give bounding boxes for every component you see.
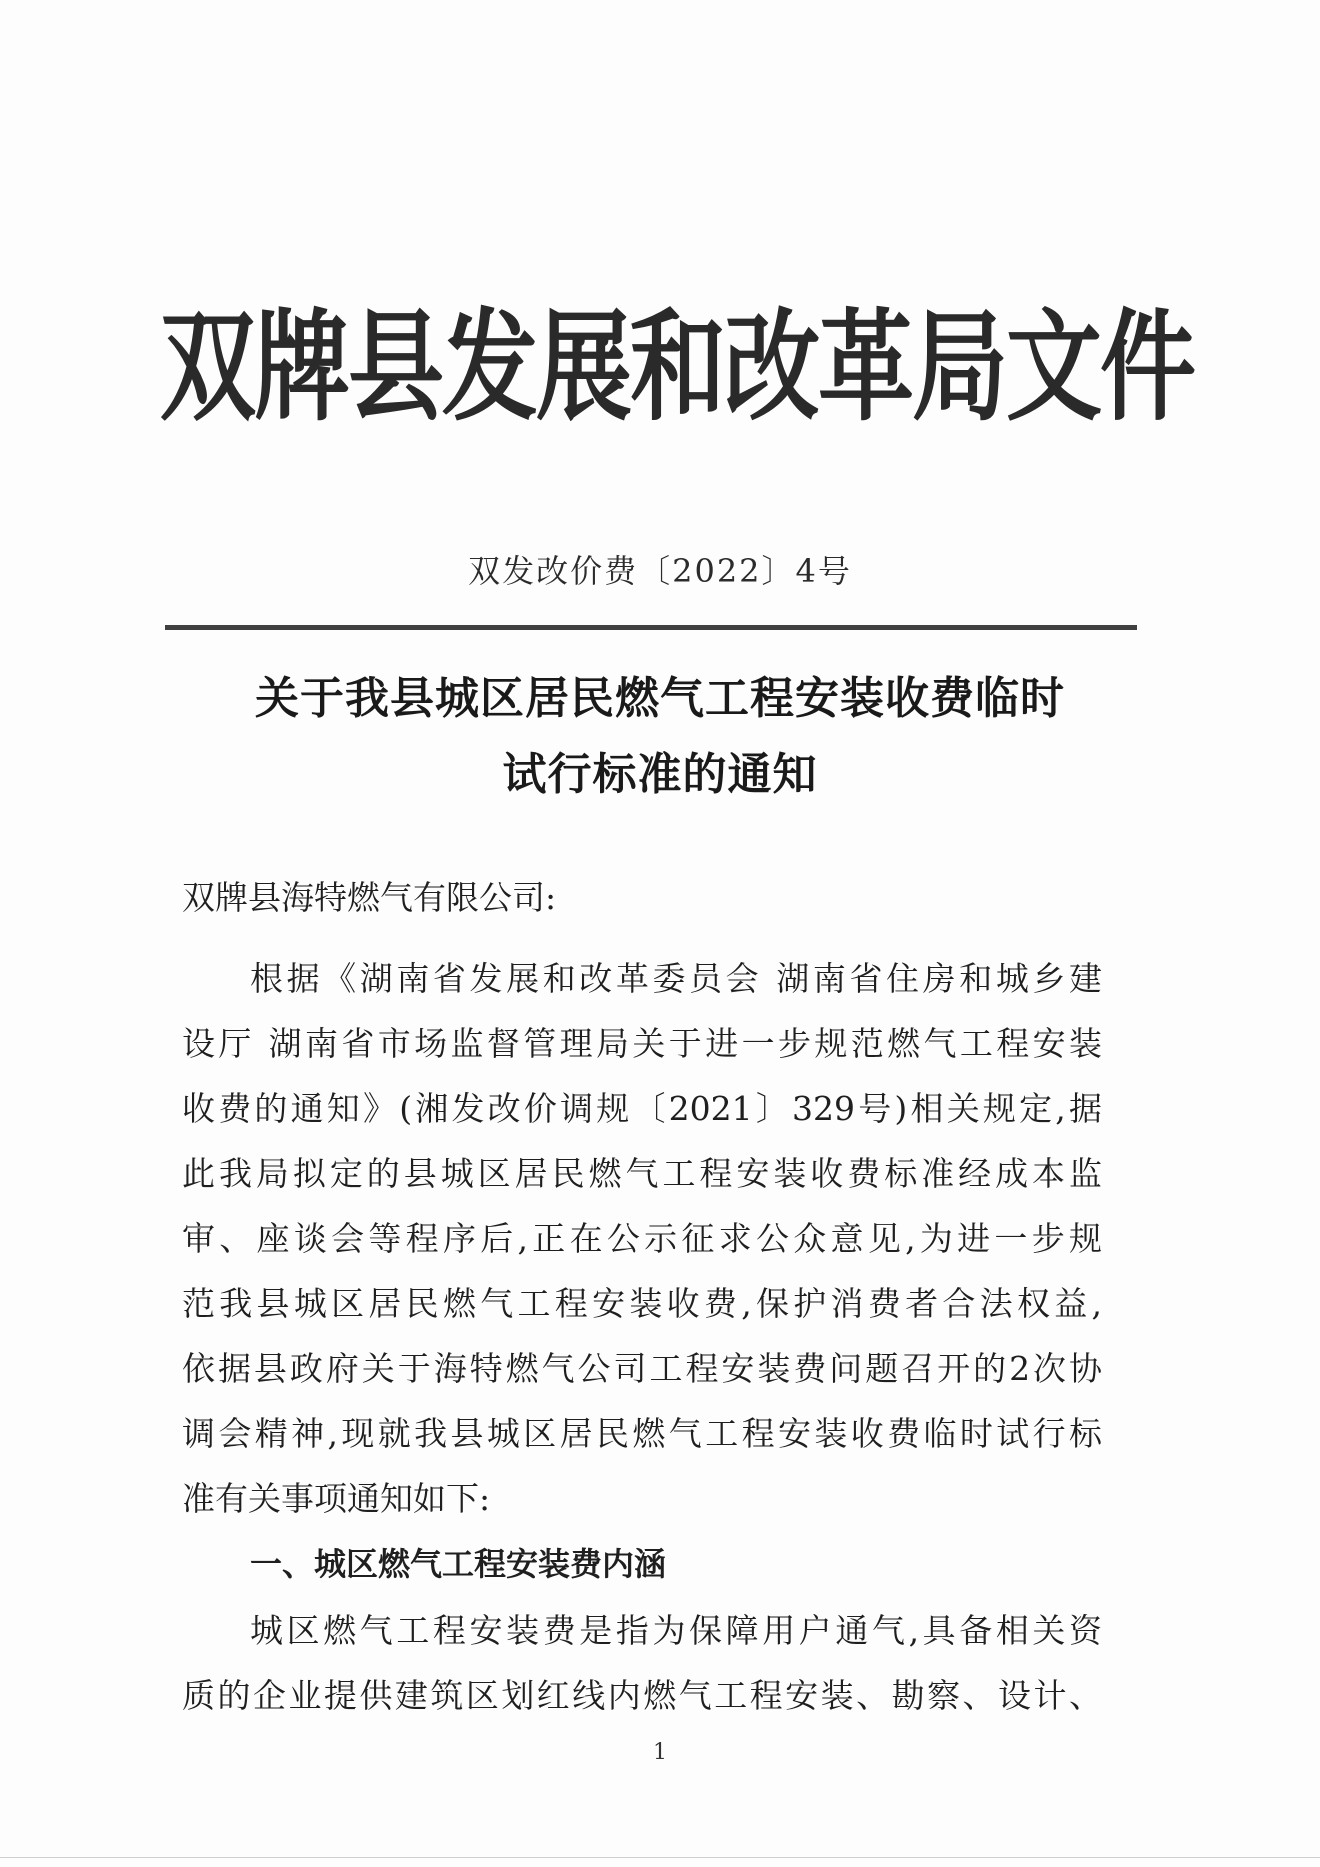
paragraph-1-line-9: 准有关事项通知如下:: [182, 1479, 491, 1518]
issuer-header: 双牌县发展和改革局文件: [160, 297, 1194, 437]
paragraph-1-line-2: 设厅 湖南省市场监督管理局关于进一步规范燃气工程安装: [182, 1024, 1102, 1063]
document-title-line-1: 关于我县城区居民燃气工程安装收费临时: [255, 673, 1065, 724]
paragraph-2-line-1: 城区燃气工程安装费是指为保障用户通气,具备相关资: [250, 1611, 1102, 1650]
paragraph-1-line-4: 此我局拟定的县城区居民燃气工程安装收费标准经成本监: [182, 1154, 1102, 1193]
scan-edge-line: [0, 1857, 1320, 1858]
section-1-heading: 一、城区燃气工程安装费内涵: [250, 1545, 667, 1583]
salutation: 双牌县海特燃气有限公司:: [182, 878, 557, 917]
paragraph-1-line-1: 根据《湖南省发展和改革委员会 湖南省住房和城乡建: [250, 959, 1102, 998]
paragraph-1-line-6: 范我县城区居民燃气工程安装收费,保护消费者合法权益,: [182, 1284, 1102, 1323]
header-divider: [165, 625, 1137, 630]
paragraph-2-line-2: 质的企业提供建筑区划红线内燃气工程安装、勘察、设计、: [182, 1676, 1102, 1715]
paragraph-1-line-3: 收费的通知》(湘发改价调规〔2021〕329号)相关规定,据: [182, 1089, 1102, 1128]
page-number: 1: [653, 1740, 667, 1765]
paragraph-1-line-5: 审、座谈会等程序后,正在公示征求公众意见,为进一步规: [182, 1219, 1102, 1258]
document-number: 双发改价费〔2022〕4号: [468, 552, 852, 590]
document-title-line-2: 试行标准的通知: [502, 749, 818, 800]
paragraph-1-line-8: 调会精神,现就我县城区居民燃气工程安装收费临时试行标: [182, 1414, 1102, 1453]
paragraph-1-line-7: 依据县政府关于海特燃气公司工程安装费问题召开的2次协: [182, 1349, 1102, 1388]
